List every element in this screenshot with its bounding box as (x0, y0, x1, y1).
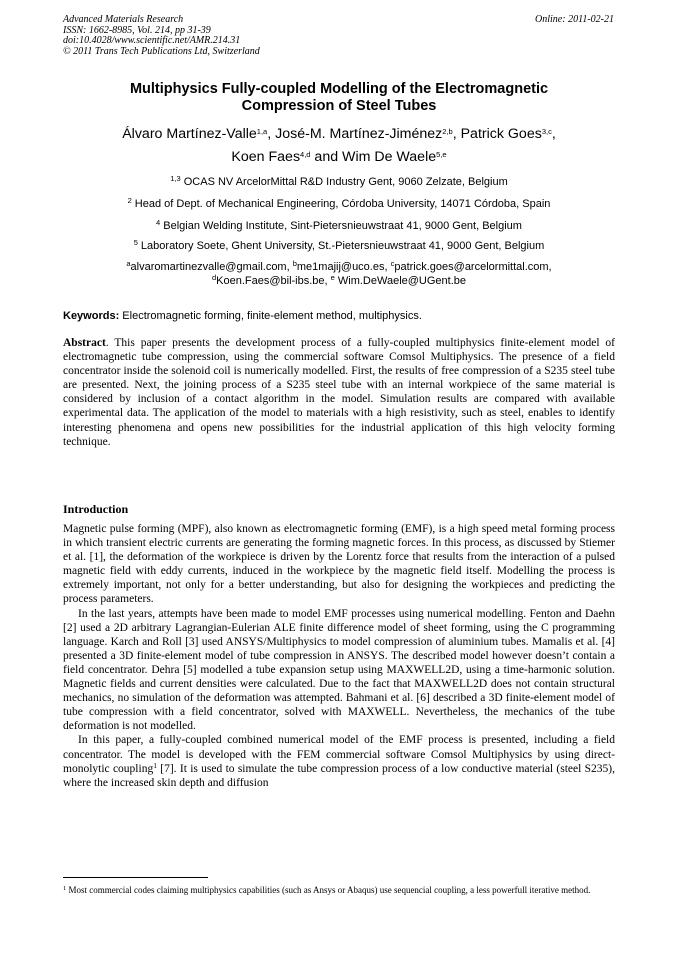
affiliation-2 (63, 197, 615, 211)
author-line-1 (63, 123, 615, 146)
affiliation-text: Head of Dept. of Mechanical Engineering, Córdoba University, 14071 Córdoba, Spain (131, 198, 551, 210)
affiliation-sup: 4 (156, 218, 161, 227)
author-sep: , (551, 126, 556, 142)
affiliation-1 (63, 175, 615, 189)
author-sup: 4,d (300, 149, 311, 159)
intro-paragraph-1: Magnetic pulse forming (MPF), also known as electromagnetic forming (EMF), is a high speed metal forming process in which transient electric currents are generating the forming magnetic forces. In this process, as discussed by Stiemer et al. [1], the deformation of the workpiece is driven by the Lorentz force that results from the interaction of a pulsed magnetic field with eddy currents, induced in the workpiece by the magnetic field itself. Modelling the process is extremely important, not only for a better understanding, but also for designing the workpieces and predicting the process parameters. (63, 523, 615, 606)
email-line-2 (63, 274, 615, 288)
introduction-body (63, 522, 615, 790)
section-heading-introduction: Introduction (63, 502, 129, 516)
title-line-2: Compression of Steel Tubes (241, 98, 437, 114)
email-link[interactable]: me1majij@uco.es, (296, 261, 391, 273)
affiliation-3 (63, 219, 615, 233)
intro-paragraph-3-rest: [7]. It is used to simulate the tube compression process of a low conductive material (steel S235), where the increased skin depth and diffusion (63, 762, 615, 789)
email-link[interactable]: alvaromartinezvalle@gmail.com, (130, 261, 293, 273)
author-sep: , (452, 126, 461, 142)
intro-paragraph-3-text: In this paper, a fully-coupled combined numerical model of the EMF process is presented, including a field concentrator. The model is developed with the FEM commercial software Comsol Multiphysics by using direct-monolytic coupling (63, 734, 615, 775)
keywords-label: Keywords: (63, 310, 120, 322)
affiliation-sup: 2 (127, 196, 132, 205)
issn-line: ISSN: 1662-8985, Vol. 214, pp 31-39 (63, 24, 211, 36)
footnote-text: Most commercial codes claiming multiphysics capabilities (such as Ansys or Abaqus) use sequencial coupling, a less powerfull iterative method. (66, 885, 591, 895)
affiliation-text: OCAS NV ArcelorMittal R&D Industry Gent, 9060 Zelzate, Belgium (180, 176, 508, 188)
email-sup: e (330, 273, 335, 282)
footnote-divider (63, 877, 208, 878)
email-sup: a (126, 259, 131, 268)
email-link[interactable]: patrick.goes@arcelormittal.com, (394, 261, 552, 273)
author-name: José-M. Martínez-Jiménez (275, 126, 443, 142)
intro-paragraph-2: In the last years, attempts have been made to model EMF processes using numerical modelling. Fenton and Daehn [2] used a 2D arbitrary Lagrangian-Eulerian ALE finite difference model of sheet forming, using the C programming language. Karch and Roll [3] used ANSYS/Multiphysics to model compression of aluminium tubes. Mamalis et al. [4] presented a 3D finite-element model of tube compression in ANSYS. The described model however doesn’t contain a field concentrator. Dehra [5] modelled a tube expansion setup using MAXWELL2D, using a time-harmonic solution. Magnetic fields and current densities were calculated. Due to the fact that MAXWELL2D does not contain structural mechanics, no simulation of the deformation was attempted. Bahmani et al. [6] described a 3D finite-element model of tube compression with a field concentrator, solved with MAXWELL. Nevertheless, the mechanics of the tube deformation is not modelled. (63, 607, 615, 733)
keywords (63, 309, 615, 323)
author-name: Álvaro Martínez-Valle (122, 126, 257, 142)
author-name: Koen Faes (231, 148, 301, 165)
affiliation-text: Belgian Welding Institute, Sint-Pietersnieuwstraat 41, 9000 Gent, Belgium (160, 220, 522, 232)
author-sup: 2,b (442, 127, 453, 136)
email-link[interactable]: Wim.DeWaele@UGent.be (334, 275, 467, 287)
keywords-text: Electromagnetic forming, finite-element method, multiphysics. (119, 310, 422, 322)
author-name: Patrick Goes (460, 126, 542, 142)
affiliation-4 (63, 239, 615, 253)
author-sup: 1,a (256, 127, 268, 136)
email-sup: b (292, 259, 297, 268)
author-sep: and (310, 148, 343, 165)
abstract-text: . This paper presents the development process of a fully-coupled multiphysics finite-element model of electromagnetic tube compression, using the commercial software Comsol Multiphysics. The presence of a field concentrator inside the solenoid coil is numerically modelled. First, the results of free compression of a S235 steel tube are presented. Next, the joining process of a S235 steel tube with an internal workpiece of the same material is considered by inclusion of a contact algorithm in the model. Simulation results are compared with available experimental data. The application of the model to materials with a high resistivity, such as steel, enables to identify interesting phenomena and opens new possibilities for the industrial application of this high velocity forming technique. (63, 337, 615, 448)
author-sup: 5,e (436, 149, 447, 159)
footnote (63, 884, 615, 896)
affiliation-sup: 1,3 (170, 174, 181, 183)
author-line-2 (63, 146, 615, 169)
author-name: Wim De Waele (342, 148, 437, 165)
copyright-line: © 2011 Trans Tech Publications Ltd, Switzerland (63, 45, 260, 57)
author-list (63, 123, 615, 168)
email-link[interactable]: Koen.Faes@bil-ibs.be, (216, 275, 331, 287)
email-sup: d (211, 273, 217, 282)
footnote-marker[interactable]: 1 (153, 760, 157, 770)
abstract (63, 336, 615, 449)
intro-paragraph-3 (63, 733, 615, 789)
journal-header (63, 15, 260, 57)
footnote-sup: 1 (63, 885, 67, 892)
paper-title (63, 81, 615, 115)
title-line-1: Multiphysics Fully-coupled Modelling of the Electromagnetic (129, 81, 549, 97)
doi-line: doi:10.4028/www.scientific.net/AMR.214.31 (63, 35, 241, 46)
email-list (63, 260, 615, 288)
author-sup: 3,c (541, 127, 552, 136)
author-sep: , (267, 126, 276, 142)
journal-name: Advanced Materials Research (63, 14, 184, 25)
email-sup: c (390, 259, 395, 268)
affiliation-text: Laboratory Soete, Ghent University, St.-Pietersnieuwstraat 41, 9000 Gent, Belgium (137, 240, 545, 252)
abstract-label: Abstract (63, 337, 106, 349)
online-date: Online: 2011-02-21 (535, 14, 614, 25)
affiliation-sup: 5 (133, 238, 138, 247)
email-line-1 (63, 260, 615, 274)
